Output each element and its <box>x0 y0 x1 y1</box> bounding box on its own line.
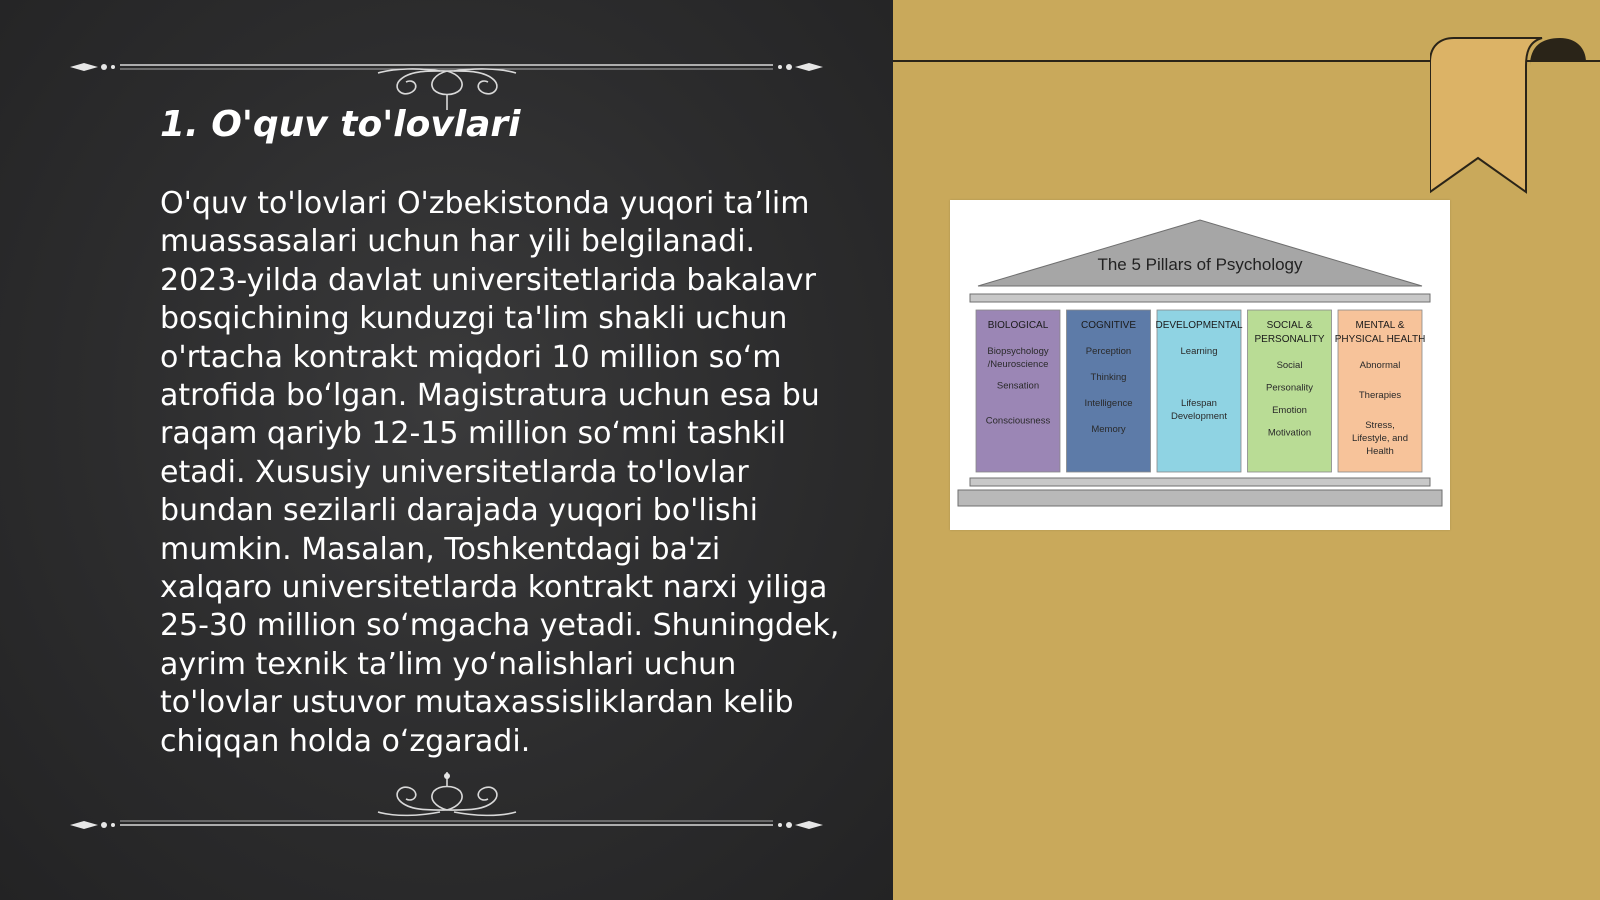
pillar-heading: SOCIAL & <box>1266 320 1313 331</box>
pillar-item: Lifestyle, and <box>1352 433 1408 444</box>
pillar-heading: BIOLOGICAL <box>987 320 1049 331</box>
pillar-2 <box>1067 310 1151 472</box>
pillar-item: Learning <box>1180 346 1218 357</box>
pillar-item: Stress, <box>1365 420 1395 431</box>
pillar-3 <box>1157 310 1241 472</box>
pillar-heading: MENTAL & <box>1355 320 1405 331</box>
pillar-heading: PERSONALITY <box>1254 334 1325 345</box>
slide-title: 1. O'quv to'lovlari <box>160 104 521 145</box>
pillar-item: Therapies <box>1358 390 1402 401</box>
pillar-item: Lifespan <box>1181 398 1217 409</box>
pillar-item: Development <box>1171 411 1227 422</box>
pillar-item: Memory <box>1091 424 1126 435</box>
diagram-title: The 5 Pillars of Psychology <box>1097 255 1303 274</box>
pillar-item: Consciousness <box>985 415 1051 427</box>
pillar-item: Intelligence <box>1084 398 1133 409</box>
pillar-item: Sensation <box>996 380 1040 392</box>
pillar-item: Thinking <box>1090 372 1127 383</box>
pillar-item: Abnormal <box>1359 360 1401 371</box>
pillar-heading: DEVELOPMENTAL <box>1155 320 1243 331</box>
bookmark-ribbon-icon <box>1430 36 1600 201</box>
ornate-divider-bottom-icon <box>0 770 893 840</box>
pillar-heading: COGNITIVE <box>1080 320 1137 331</box>
pillar-item: Personality <box>1266 382 1313 394</box>
pillar-item: Emotion <box>1272 405 1307 416</box>
pillar-item: Biopsychology <box>987 346 1049 357</box>
pillar-item: /Neuroscience <box>987 359 1049 370</box>
psychology-pillars-image <box>950 200 1450 530</box>
pillar-item: Perception <box>1085 346 1132 357</box>
pillar-item: Health <box>1366 446 1394 457</box>
pillars-diagram <box>950 200 1450 530</box>
pillar-item: Motivation <box>1267 427 1312 439</box>
slide-body-text: O'quv to'lovlari O'zbekistonda yuqori ta’lim muassasalari uchun har yili belgilanadi. 2023-yilda davlat universitetlarida bakalavr bosqichining kunduzgi ta'lim shakli uchun o'rtacha kontrakt miqdori 10 million so‘m atrofida bo‘lgan. Magistratura uchun esa bu raqam qariyb 12-15 million so‘mni tashkil etadi. Xususiy universitetlarda to'lovlar bundan sezilarli darajada yuqori bo'lishi mumkin. Masalan, Toshkentdagi ba'zi xalqaro universitetlarda kontrakt narxi yiliga 25-30 million so‘mgacha yetadi. Shuningdek, ayrim texnik ta’lim yo‘nalishlari uchun to'lovlar ustuvor mutaxassisliklardan kelib chiqqan holda o‘zgaradi. <box>160 186 840 759</box>
ornate-divider-top-icon <box>0 40 893 110</box>
pillar-heading: PHYSICAL HEALTH <box>1334 334 1426 345</box>
pillar-item: Social <box>1276 360 1303 371</box>
